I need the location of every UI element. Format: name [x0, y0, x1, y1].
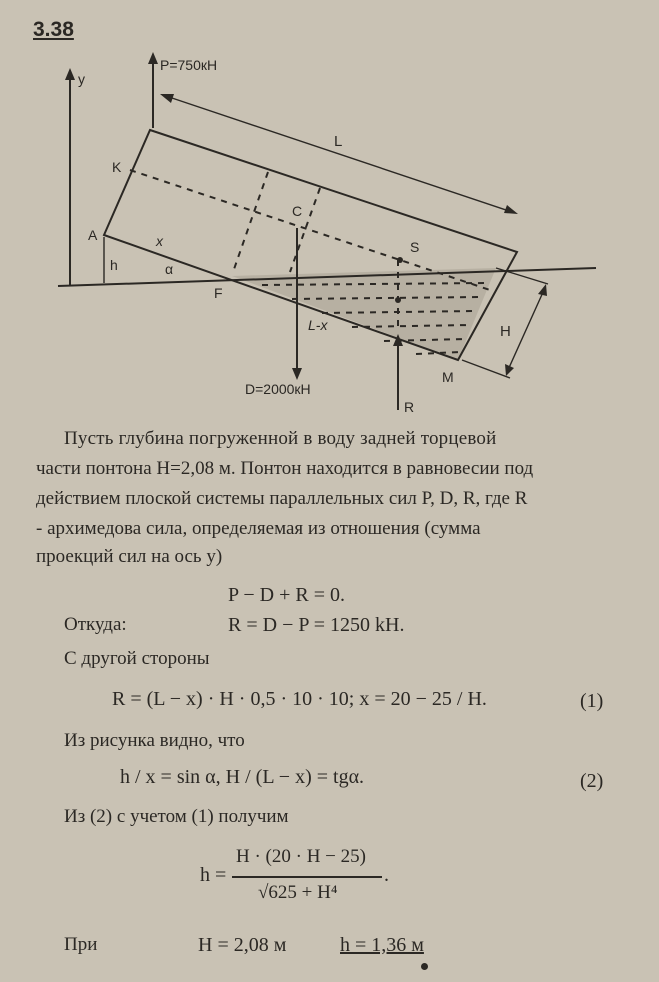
force-R-label: R — [404, 399, 415, 415]
dimension-H — [508, 290, 544, 370]
dimension-L — [166, 96, 512, 212]
height-h-label: h — [110, 257, 118, 273]
dimension-H-ext-bottom — [462, 360, 510, 378]
from-figure-label: Из рисунка видно, что — [64, 730, 245, 751]
y-axis-arrowhead — [65, 68, 75, 80]
point-K-label: K — [112, 159, 122, 175]
point-A-label: A — [88, 227, 98, 243]
equation-R: R = D − P = 1250 kH. — [228, 614, 405, 636]
force-D-label: D=2000кН — [245, 381, 311, 397]
paragraph-line-1: Пусть глубина погруженной в воду задней торцевой — [64, 428, 497, 449]
fraction-bar — [232, 876, 382, 878]
paragraph-line-4: - архимедова сила, определяемая из отношения (сумма — [36, 518, 481, 539]
submerged-region — [232, 268, 496, 360]
equation-balance: P − D + R = 0. — [228, 584, 346, 606]
dimension-H-label: H — [500, 323, 511, 340]
dashed-vertical-1 — [233, 172, 268, 272]
segment-x-label: x — [156, 233, 163, 249]
fraction-numerator: H · (20 · H − 25) — [236, 846, 366, 867]
point-M-label: M — [442, 369, 454, 385]
problem-number: 3.38 — [33, 18, 74, 41]
force-P-arrowhead — [148, 52, 158, 64]
equation-2-number: (2) — [580, 770, 604, 792]
equation-1: R = (L − x) · H · 0,5 · 10 · 10; x = 20 − 25 / H. — [112, 688, 487, 710]
force-P-label: P=750кН — [160, 57, 218, 73]
fraction-denominator: √625 + H⁴ — [258, 882, 338, 903]
equation-1-number: (1) — [580, 690, 604, 712]
at-H-value: H = 2,08 м — [198, 934, 287, 956]
answer: h = 1,36 м — [340, 934, 424, 956]
y-axis-label: y — [78, 71, 85, 87]
force-D-arrowhead — [292, 368, 302, 380]
pontoon-figure — [0, 0, 659, 420]
paragraph-line-3: действием плоской системы параллельных сил P, D, R, где R — [36, 488, 528, 509]
fraction-lhs: h = — [200, 864, 227, 886]
dimension-L-label: L — [334, 133, 343, 150]
at-label: При — [64, 934, 98, 955]
answer-dot — [421, 963, 428, 970]
dimension-L-arrow-start — [160, 94, 174, 103]
point-C-label: C — [292, 203, 303, 219]
equation-2: h / x = sin α, H / (L − x) = tgα. — [120, 766, 365, 788]
from-2-label: Из (2) с учетом (1) получим — [64, 806, 289, 827]
other-side-label: С другой стороны — [64, 648, 210, 669]
fraction-end: . — [384, 864, 389, 886]
dimension-L-arrow-end — [504, 205, 518, 214]
point-F-label: F — [214, 285, 223, 301]
paragraph-line-5: проекций сил на ось y) — [36, 546, 223, 567]
angle-alpha-label: α — [165, 261, 174, 277]
dashed-vertical-2 — [290, 188, 320, 272]
paragraph-line-2: части понтона H=2,08 м. Понтон находится в равновесии под — [36, 458, 534, 479]
whence-label: Откуда: — [64, 614, 127, 635]
point-S-label: S — [410, 239, 420, 255]
dimension-H-arrow-top — [538, 284, 547, 296]
segment-Lx-label: L-x — [308, 317, 328, 333]
